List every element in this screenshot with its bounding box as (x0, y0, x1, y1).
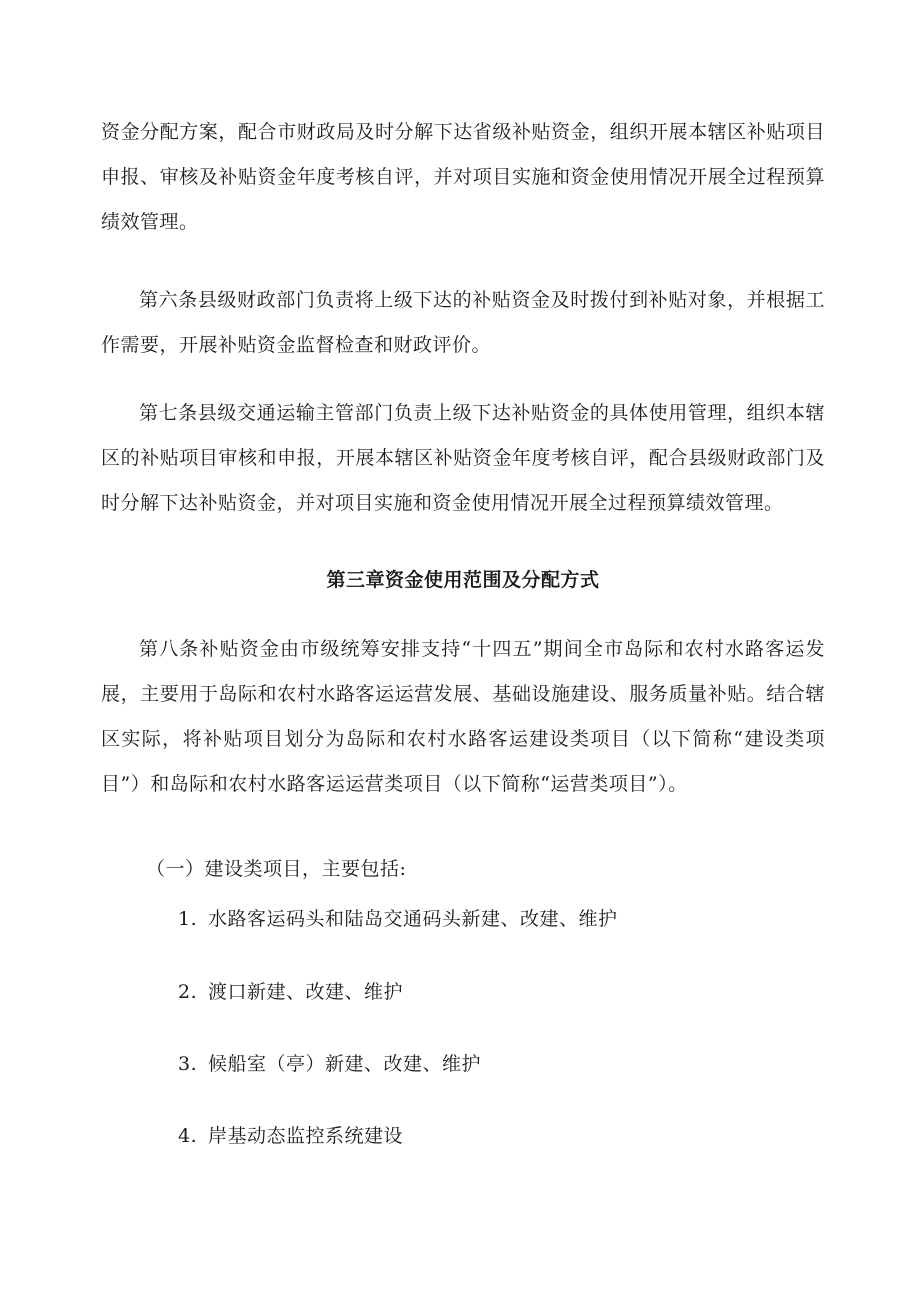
list-item (178, 1121, 403, 1151)
paragraph-article-8: 第八条补贴资金由市级统筹安排支持“十四五”期间全市岛际和农村水路客运发展，主要用于岛际和农村水路客运运营发展、基础设施建设、服务质量补贴。结合辖区实际，将补贴项目划分为岛际和农村水路客运建设类项目（以下简称“建设类项目”）和岛际和农村水路客运运营类项目（以下简称“运营类项目”）。 (101, 638, 825, 795)
list-item-number: 3. (178, 1053, 198, 1075)
list-item (178, 977, 403, 1007)
list-item (178, 904, 618, 934)
paragraph-article-6: 第六条县级财政部门负责将上级下达的补贴资金及时拨付到补贴对象，并根据工作需要，开展补贴资金监督检查和财政评价。 (101, 289, 825, 356)
list-item-text: 岸基动态监控系统建设 (208, 1125, 404, 1147)
list-item-number: 4. (178, 1125, 198, 1147)
list-item-number: 1. (178, 908, 198, 930)
list-item-text: 渡口新建、改建、维护 (208, 981, 404, 1003)
list-item (178, 1049, 481, 1079)
paragraph-article-7: 第七条县级交通运输主管部门负责上级下达补贴资金的具体使用管理，组织本辖区的补贴项目审核和申报，开展本辖区补贴资金年度考核自评，配合县级财政部门及时分解下达补贴资金，并对项目实施和资金使用情况开展全过程预算绩效管理。 (101, 402, 825, 514)
list-item-text: 水路客运码头和陆岛交通码头新建、改建、维护 (208, 908, 618, 930)
list-item-text: 候船室（亭）新建、改建、维护 (208, 1053, 482, 1075)
list-item-number: 2. (178, 981, 198, 1003)
paragraph-continued: 资金分配方案，配合市财政局及时分解下达省级补贴资金，组织开展本辖区补贴项目申报、审核及补贴资金年度考核自评，并对项目实施和资金使用情况开展全过程预算绩效管理。 (101, 121, 825, 233)
chapter-heading: 第三章资金使用范围及分配方式 (326, 569, 600, 591)
subheading-construction-projects: （一）建设类项目，主要包括: (146, 858, 407, 880)
